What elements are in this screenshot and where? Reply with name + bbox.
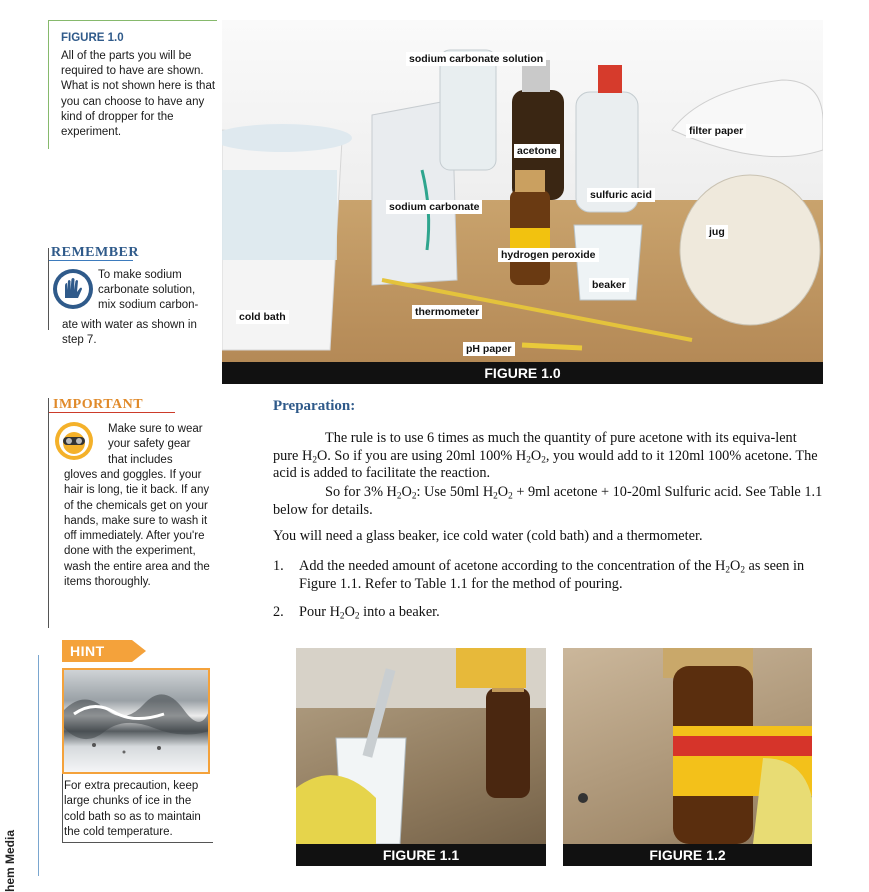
label-beaker: beaker <box>589 278 629 292</box>
important-text: Make sure to wear your safety gear that includes <box>108 423 203 466</box>
list-item: 1. Add the needed amount of acetone according to the concentration of the $H_2O_2$ as seen in Figure 1.1. Refer to Table 1.1 for the method of pouring. <box>273 558 805 592</box>
paragraph-rule: The rule is to use 6 times as much the quantity of pure acetone with its equiva-lent pure $H_2O$. So if you are using 20ml 100% $H_2O_2$, you would add to it 120ml 100% acetone. The acid is added to facilitate the reaction. <box>273 430 818 481</box>
label-filter-paper: filter paper <box>686 124 746 138</box>
figure-1-0-caption: FIGURE 1.0 <box>222 362 823 384</box>
label-sodium-carbonate-solution: sodium carbonate solution <box>406 52 546 66</box>
remember-text: To make sodium carbonate solution, mix sodium carbon- <box>98 269 199 311</box>
label-ph-paper: pH paper <box>463 342 515 356</box>
remember-rule <box>49 260 133 261</box>
figure-1-1-caption: FIGURE 1.1 <box>296 844 546 866</box>
figure-note-box <box>48 20 217 149</box>
preparation-title: Preparation: <box>273 398 356 414</box>
hint-label: HINT <box>70 643 105 659</box>
paragraph-equipment: You will need a glass beaker, ice cold water (cold bath) and a thermometer. <box>273 528 703 544</box>
gloves-icon <box>52 268 94 310</box>
figure-note-title: FIGURE 1.0 <box>61 32 124 44</box>
figure-1-0-photo <box>222 20 823 384</box>
label-thermometer: thermometer <box>412 305 482 319</box>
hint-text: For extra precaution, keep large chunks of ice in the cold bath so as to maintain the cold temperature. <box>64 780 201 838</box>
important-heading: IMPORTANT <box>53 397 144 412</box>
remember-text-continued: ate with water as shown in step 7. <box>62 319 197 346</box>
hint-ice-photo <box>62 668 210 774</box>
label-acetone: acetone <box>514 144 560 158</box>
label-cold-bath: cold bath <box>236 310 289 324</box>
paragraph-example: So for 3% $H_2O_2$: Use 50ml $H_2O_2 + 9ml$ acetone + 10-20ml Sulfuric acid. See Table 1.1 below for details. <box>273 484 823 518</box>
vertical-credit: hem Media <box>3 829 17 892</box>
figure-1-1-photo <box>296 648 546 866</box>
list-item: 2. Pour $H_2O_2$ into a beaker. <box>273 604 440 622</box>
label-sulfuric-acid: sulfuric acid <box>587 188 655 202</box>
label-jug: jug <box>706 225 728 239</box>
important-rule <box>49 412 175 413</box>
sidebar-accent-line <box>38 655 39 876</box>
figure-1-2-caption: FIGURE 1.2 <box>563 844 812 866</box>
remember-heading: REMEMBER <box>51 245 139 260</box>
figure-note-text: All of the parts you will be required to have are shown. What is not shown here is that you can choose to have any kind of dropper for the experiment. <box>61 50 216 139</box>
goggles-icon <box>54 421 94 461</box>
label-sodium-carbonate: sodium carbonate <box>386 200 482 214</box>
figure-1-2-photo <box>563 648 812 866</box>
label-hydrogen-peroxide: hydrogen peroxide <box>498 248 599 262</box>
important-text-continued: gloves and goggles. If your hair is long, tie it back. If any of the chemicals get on your hands, make sure to wash it off immediately. After you're done with the experiment, wash the entire area and the items thoroughly. <box>64 469 210 589</box>
